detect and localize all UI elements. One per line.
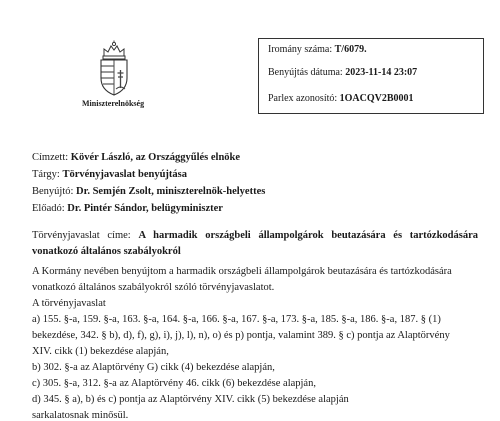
presenter-row [32, 203, 223, 214]
coat-of-arms-icon [96, 40, 132, 96]
subject-value: Törvényjavaslat benyújtása [62, 169, 187, 180]
submitter-value: Dr. Semjén Zsolt, miniszterelnök-helyettes [76, 186, 266, 197]
doc-number-value: T/6079. [334, 44, 367, 55]
submitter-label: Benyújtó: [32, 186, 74, 197]
body-line: a) 155. §-a, 159. §-a, 163. §-a, 164. §-a, 166. §-a, 167. §-a, 173. §-a, 185. §-a, 186. §-a, 187. § (1) [32, 314, 441, 325]
body-line: A törvényjavaslat [32, 298, 106, 309]
parlex-id-value: 1OACQV2B0001 [339, 93, 414, 104]
body-line: vonatkozó általános szabályokról szóló törvényjavaslatot. [32, 282, 275, 293]
presenter-value: Dr. Pintér Sándor, belügyminiszter [67, 203, 223, 214]
body-line: XIV. cikk (1) bekezdése alapján, [32, 346, 169, 357]
parlex-id-row [268, 93, 414, 104]
submission-date-label: Benyújtás dátuma: [268, 67, 343, 78]
document-info-box [258, 38, 484, 114]
body-line: c) 305. §-a, 312. §-a az Alaptörvény 46. cikk (6) bekezdése alapján, [32, 378, 316, 389]
bill-title-label: Törvényjavaslat címe: [32, 230, 131, 241]
ministry-name: Miniszterelnökség [82, 99, 145, 108]
submission-date-row [268, 67, 417, 78]
subject-label: Tárgy: [32, 169, 60, 180]
presenter-label: Előadó: [32, 203, 65, 214]
recipient-label: Címzett: [32, 152, 69, 163]
recipient-value: Kövér László, az Országgyűlés elnöke [70, 152, 241, 163]
subject-row [32, 169, 187, 180]
doc-number-label: Iromány száma: [268, 44, 333, 55]
bill-title-value: A harmadik országbeli állampolgárok beutazására és tartózkodására vonatkozó általános szabályokról [32, 230, 479, 257]
body-line: bekezdése, 342. § b), d), f), g), i), j), l), n), o) és p) pontja, valamint 389. § c) pontja az Alaptörvény [32, 330, 450, 341]
body-line: sarkalatosnak minősül. [32, 410, 129, 421]
body-line: b) 302. §-a az Alaptörvény G) cikk (4) bekezdése alapján, [32, 362, 275, 373]
parlex-id-label: Parlex azonosító: [268, 93, 338, 104]
submitter-row [32, 186, 265, 197]
body-line: d) 345. § a), b) és c) pontja az Alaptörvény XIV. cikk (5) bekezdése alapján [32, 394, 349, 405]
body-line: A Kormány nevében benyújtom a harmadik országbeli állampolgárok beutazására és tartózkodására [32, 266, 452, 277]
submission-date-value: 2023-11-14 23:07 [345, 67, 418, 78]
doc-number-row [268, 44, 367, 55]
recipient-row [32, 152, 240, 163]
bill-title [32, 228, 478, 260]
